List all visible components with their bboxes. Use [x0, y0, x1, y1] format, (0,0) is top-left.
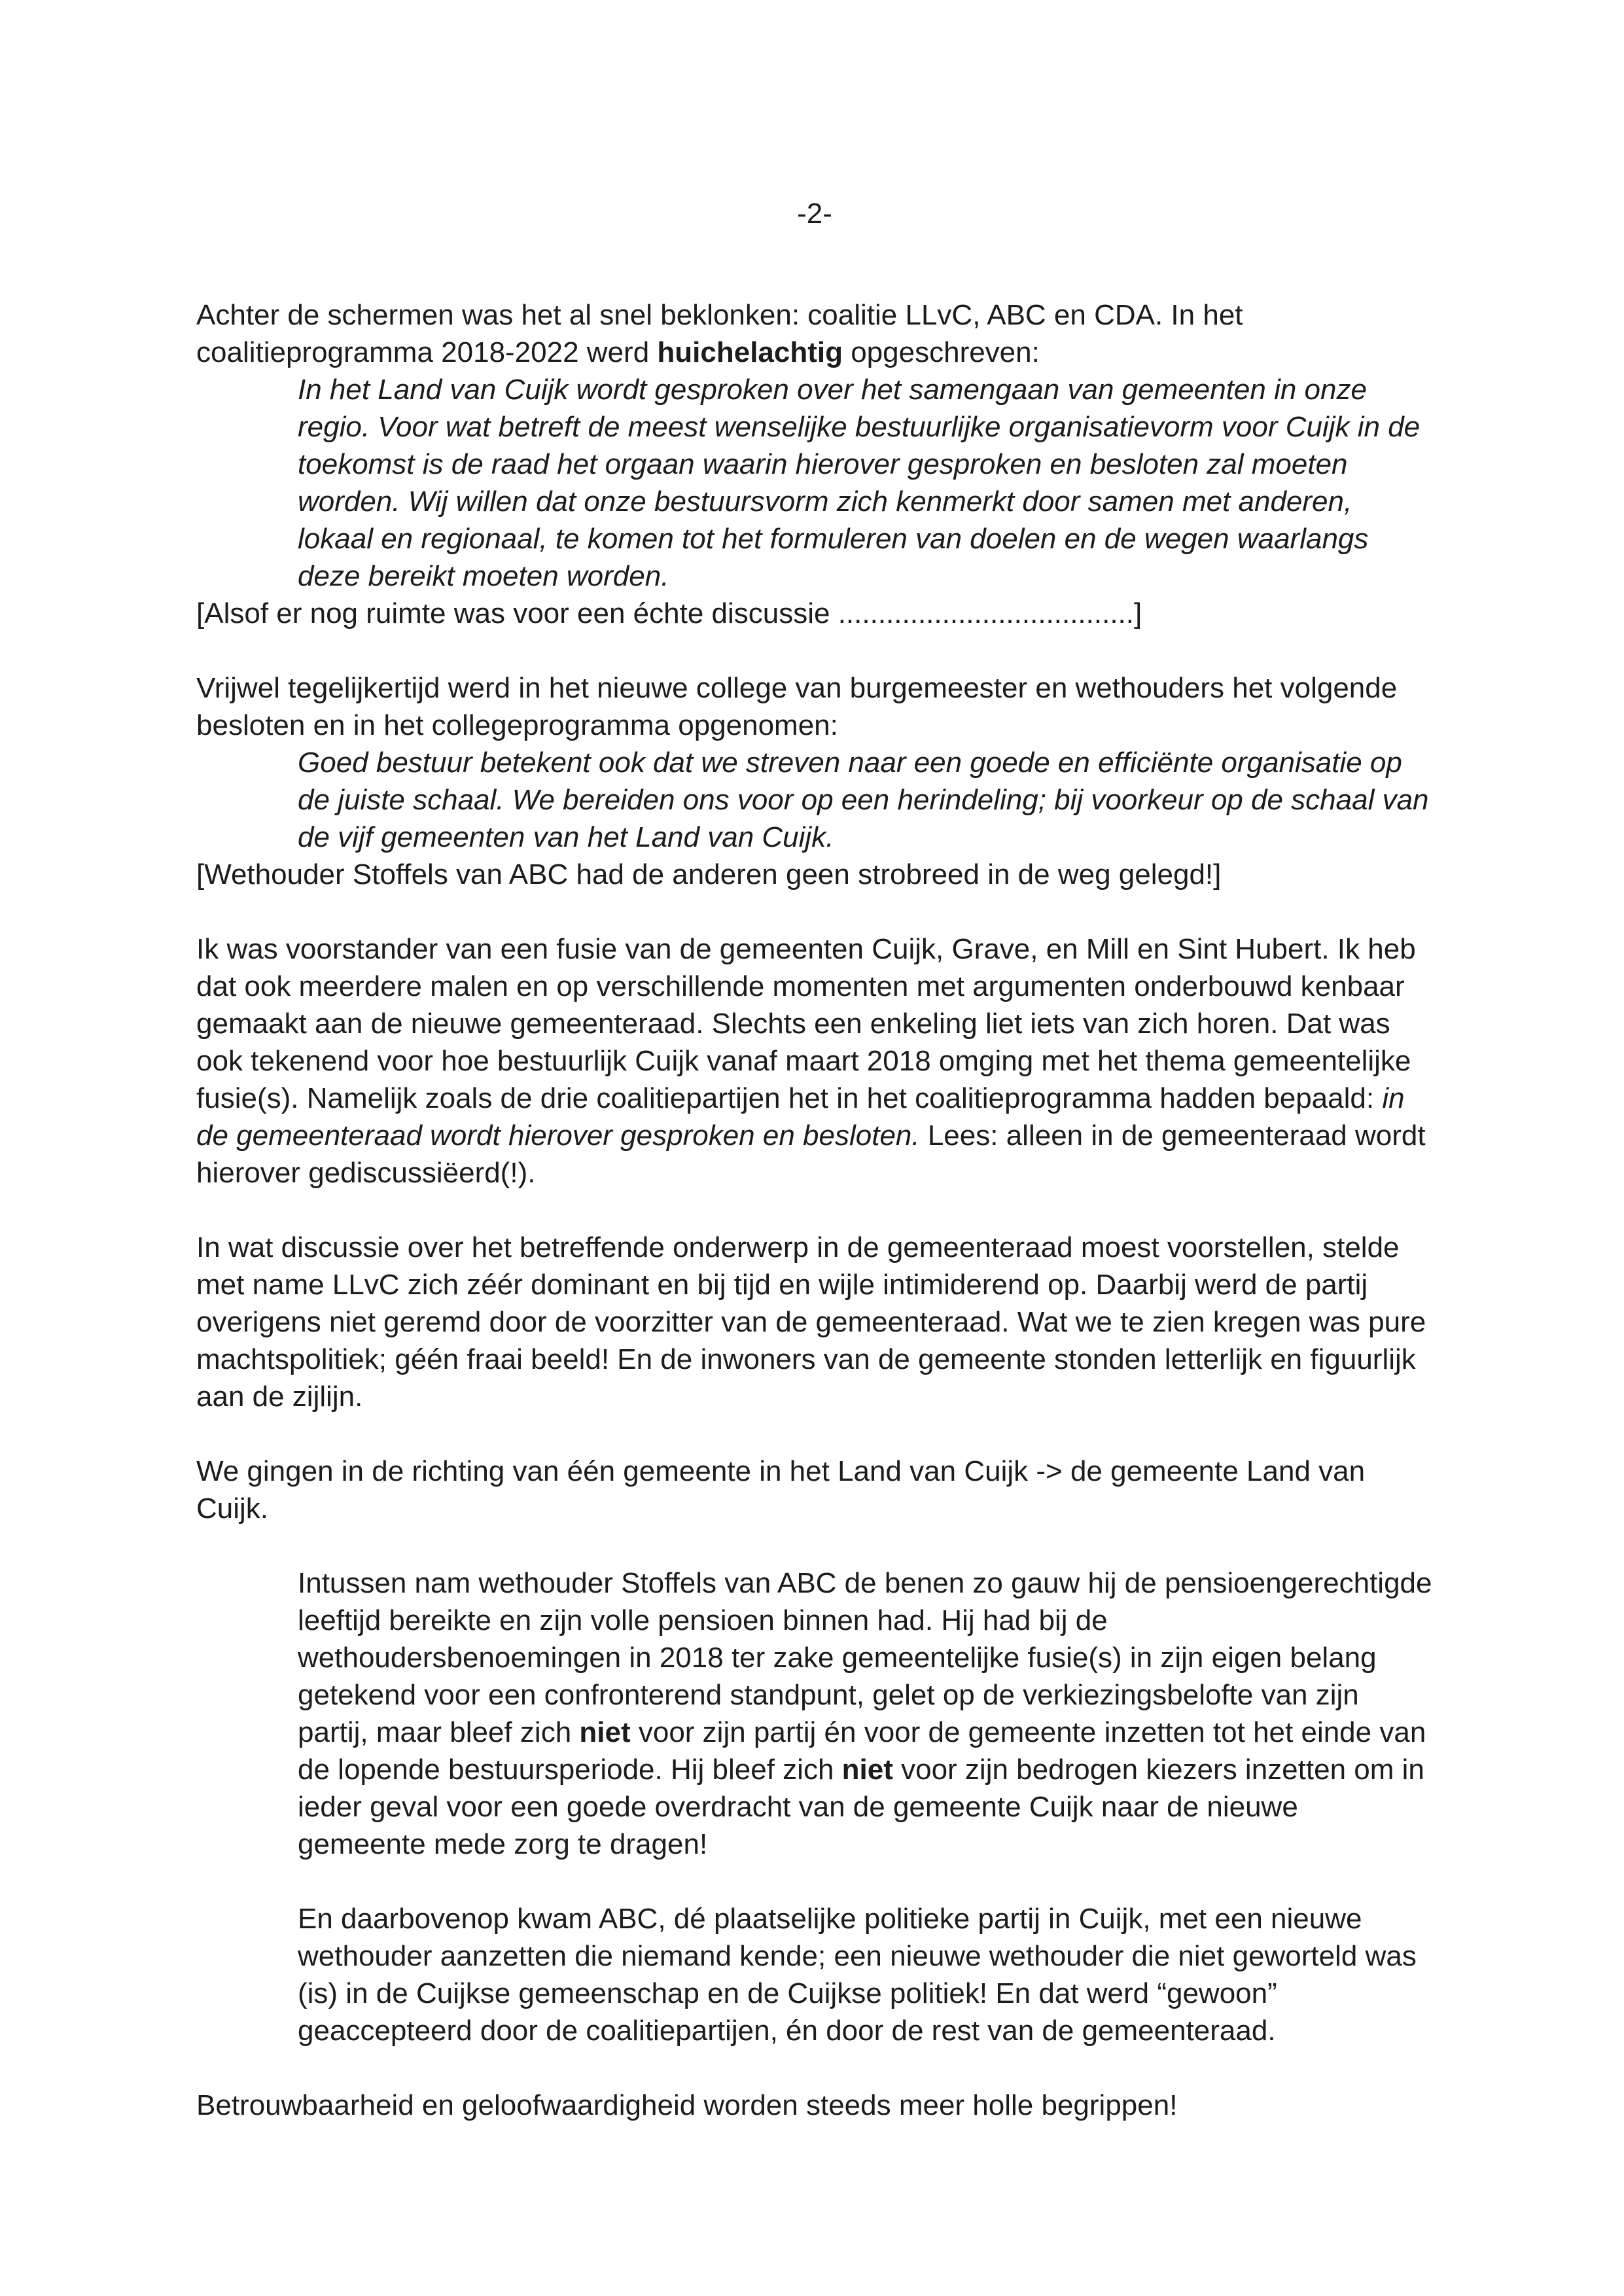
paragraph-text: Intussen nam wethouder Stoffels van ABC de benen zo gauw hij de pensioengerechtigde leeftijd bereikte en zijn volle pensioen binnen had. Hij had bij de wethoudersbenoemingen in 2018 ter zake gemeentelijke fusie(s) in zijn eigen belang getekend voor een confronterend standpunt, gelet op de verkiezingsbelofte van zijn partij, maar bleef zich [298, 1567, 1432, 1748]
paragraph-text: opgeschreven: [842, 336, 1040, 368]
blockquote-coalitieprogramma: In het Land van Cuijk wordt gesproken over het samengaan van gemeenten in onze regio. Voor wat betreft de meest wenselijke bestuurlijke organisatievorm voor Cuijk in de toekomst is de raad het orgaan waarin hierover gesproken en besloten zal moeten worden. Wij willen dat onze bestuursvorm zich kenmerkt door samen met anderen, lokaal en regionaal, te komen tot het formuleren van doelen en de wegen waarlangs deze bereikt moeten worden. [298, 374, 1421, 592]
paragraph-college: Vrijwel tegelijkertijd werd in het nieuwe college van burgemeester en wethouders het volgende besloten en in het collegeprogramma opgenomen: [196, 672, 1398, 741]
paragraph-text: Achter de schermen was het al snel beklonken: coalitie LLvC, ABC en CDA. In het coalitieprogramma 2018-2022 werd [196, 299, 1243, 368]
paragraph-intussen [298, 1564, 1433, 1863]
paragraph-fusie [196, 930, 1433, 1192]
paragraph-text: Lees: alleen in de gemeenteraad wordt hierover gediscussiëerd(!). [196, 1120, 1426, 1189]
bracket-note-stoffels: [Wethouder Stoffels van ABC had de anderen geen strobreed in de weg gelegd!] [196, 858, 1222, 891]
bold-word-niet-2: niet [841, 1754, 893, 1786]
blockquote-collegeprogramma: Goed bestuur betekent ook dat we streven naar een goede en efficiënte organisatie op de juiste schaal. We bereiden ons voor op een herindeling; bij voorkeur op de schaal van de vijf gemeenten van het Land van Cuijk. [298, 747, 1429, 853]
paragraph-discussie-llvc: In wat discussie over het betreffende onderwerp in de gemeenteraad moest voorstellen, stelde met name LLvC zich zéér dominant en bij tijd en wijle intimiderend op. Daarbij werd de partij overigens niet geremd door de voorzitter van de gemeenteraad. Wat we te zien kregen was pure machtspolitiek; géén fraai beeld! En de inwoners van de gemeente stonden letterlijk en figuurlijk aan de zijlijn. [196, 1231, 1426, 1413]
italic-quote-gemeenteraad: in de gemeenteraad wordt hierover gesproken en besloten. [196, 1082, 1405, 1152]
bold-word-niet-1: niet [579, 1716, 631, 1748]
paragraph-text: voor zijn bedrogen kiezers inzetten om in ieder geval voor een goede overdracht van de gemeente Cuijk naar de nieuwe gemeente mede zorg te dragen! [298, 1754, 1424, 1860]
paragraph-text: Ik was voorstander van een fusie van de gemeenten Cuijk, Grave, en Mill en Sint Hubert. Ik heb dat ook meerdere malen en op verschillende momenten met argumenten onderbouwd kenbaar gemaakt aan de nieuwe gemeenteraad. Slechts een enkeling liet iets van zich horen. Dat was ook tekenend voor hoe bestuurlijk Cuijk vanaf maart 2018 omging met het thema gemeentelijke fusie(s). Namelijk zoals de drie coalitiepartijen het in het coalitieprogramma hadden bepaald: [196, 933, 1416, 1114]
paragraph-text: voor zijn partij én voor de gemeente inzetten tot het einde van de lopende bestuursperiode. Hij bleef zich [298, 1716, 1426, 1786]
paragraph-coalition [196, 296, 1433, 371]
paragraph-daarbovenop: En daarbovenop kwam ABC, dé plaatselijke politieke partij in Cuijk, met een nieuwe wethouder aanzetten die niemand kende; een nieuwe wethouder die niet geworteld was (is) in de Cuijkse gemeenschap en de Cuijkse politiek! En dat werd “gewoon” geaccepteerd door de coalitiepartijen, én door de rest van de gemeenteraad. [298, 1903, 1417, 2047]
paragraph-richting: We gingen in de richting van één gemeente in het Land van Cuijk -> de gemeente Land van Cuijk. [196, 1455, 1366, 1525]
bold-word-huichelachtig: huichelachtig [657, 336, 843, 368]
paragraph-slot: Betrouwbaarheid en geloofwaardigheid worden steeds meer holle begrippen! [196, 2089, 1178, 2121]
bracket-note-discussie: [Alsof er nog ruimte was voor een échte discussie .....................................] [196, 597, 1142, 629]
page-number: -2- [797, 198, 832, 230]
